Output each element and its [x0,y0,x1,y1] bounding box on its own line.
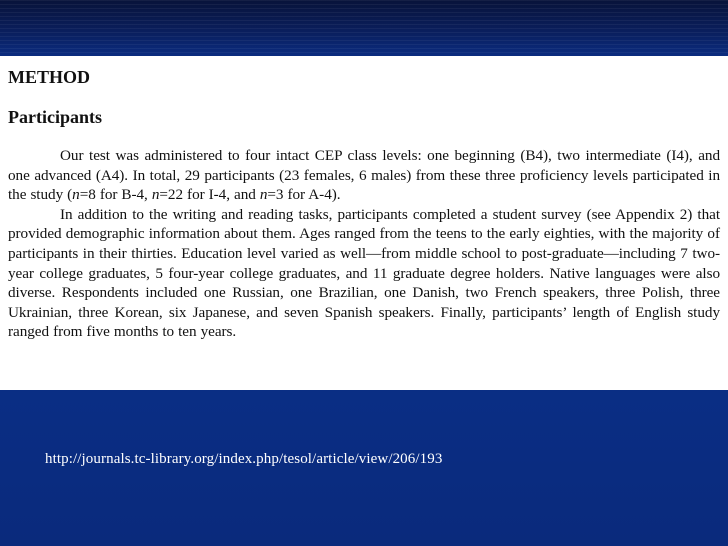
n-symbol: n [72,186,80,204]
top-banner [0,0,728,56]
section-heading: METHOD [8,67,91,87]
paragraph-2: In addition to the writing and reading tasks, participants completed a student survey (see Appendix 2) that provided demographic information about them. Ages ranged from the teens to the early eighties, with the majority of participants in their thirties. Education level varied as well—from middle school to post-graduate—including 7 two-year college graduates, 5 four-year college graduates, and 11 graduate degree holders. Native languages were also diverse. Respondents included one Russian, one Brazilian, one Danish, two French speakers, three Polish, three Ukrainian, three Korean, six Japanese, and seven Spanish speakers. Finally, participants’ length of English study ranged from five months to ten years. [8,205,720,341]
n-symbol: n [259,186,268,204]
subsection-heading: Participants [8,107,102,127]
document-excerpt [0,56,728,390]
n-symbol: n [151,186,160,204]
paragraph-1-text-b: =8 for B-4, [79,186,152,204]
paragraph-1-text-c: =22 for I-4, and [159,186,260,204]
paragraph-1-text-d: =3 for A-4). [267,186,341,204]
source-url[interactable]: http://journals.tc-library.org/index.php/tesol/article/view/206/193 [45,451,443,467]
paragraph-1-text-a: Our test was administered to four intact CEP class levels: one beginning (B4), two intermediate (I4), and one advanced (A4). In total, 29 participants (23 females, 6 males) from these three proficiency levels participated in the study ( [8,147,720,204]
paragraph-1 [8,146,720,205]
